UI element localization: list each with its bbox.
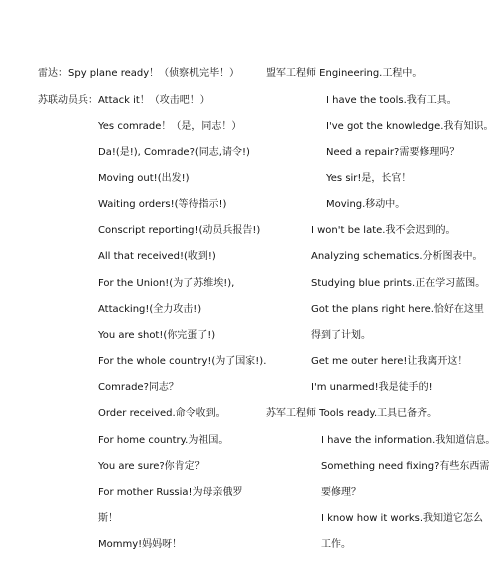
text-line-right-15: I have the information.我知道信息。 [321, 435, 496, 446]
text-line-right-13: I'm unarmed!我是徒手的! [311, 382, 433, 393]
text-line-right-6: Moving.移动中。 [326, 199, 406, 210]
text-line-left-13: Comrade?同志？ [98, 382, 179, 393]
text-line-left-1: 雷达：Spy plane ready！（侦察机完毕！） [38, 68, 240, 79]
text-line-right-3: I've got the knowledge.我有知识。 [326, 121, 494, 132]
text-line-left-19: Mommy!妈妈呀！ [98, 539, 183, 550]
text-line-left-17: For mother Russia!为母亲俄罗 [98, 487, 243, 498]
text-line-right-9: Studying blue prints.正在学习蓝图。 [311, 278, 486, 289]
text-line-right-7: I won't be late.我不会迟到的。 [311, 225, 456, 236]
text-line-right-2: I have the tools.我有工具。 [326, 95, 457, 106]
text-line-right-12: Get me outer here!让我离开这！ [311, 356, 468, 367]
text-line-left-7: Conscript reporting!(动员兵报告!) [98, 225, 261, 236]
text-line-right-19: 工作。 [321, 539, 351, 550]
text-line-left-12: For the whole country!(为了国家!). [98, 356, 267, 367]
text-line-right-8: Analyzing schematics.分析图表中。 [311, 251, 483, 262]
text-line-left-10: Attacking!(全力攻击!) [98, 304, 202, 315]
text-line-left-8: All that received!(收到!) [98, 251, 216, 262]
text-line-left-18: 斯！ [98, 513, 118, 524]
text-line-left-14: Order received.命令收到。 [98, 408, 226, 419]
text-line-left-4: Da!(是!), Comrade?(同志,请令!) [98, 147, 250, 158]
text-line-left-3: Yes comrade！（是，同志！） [98, 121, 242, 132]
text-line-right-11: 得到了计划。 [311, 330, 371, 341]
text-line-left-15: For home country.为祖国。 [98, 435, 229, 446]
text-line-left-9: For the Union!(为了苏维埃!), [98, 278, 235, 289]
text-line-right-16: Something need fixing?有些东西需 [321, 461, 490, 472]
text-line-left-2: 苏联动员兵：Attack it！（攻击吧！） [38, 95, 210, 106]
text-line-left-16: You are sure?你肯定？ [98, 461, 205, 472]
text-line-right-1: 盟军工程师 Engineering.工程中。 [266, 68, 423, 79]
text-line-right-17: 要修理？ [321, 487, 361, 498]
text-line-left-5: Moving out!(出发!) [98, 173, 190, 184]
text-line-left-11: You are shot!(你完蛋了!) [98, 330, 216, 341]
text-line-right-5: Yes sir!是，长官！ [326, 173, 412, 184]
text-line-right-10: Got the plans right here.恰好在这里 [311, 304, 484, 315]
text-line-right-18: I know how it works.我知道它怎么 [321, 513, 484, 524]
text-line-right-14: 苏军工程师 Tools ready.工具已备齐。 [266, 408, 438, 419]
text-line-right-4: Need a repair?需要修理吗？ [326, 147, 460, 158]
text-line-left-6: Waiting orders!(等待指示!) [98, 199, 227, 210]
